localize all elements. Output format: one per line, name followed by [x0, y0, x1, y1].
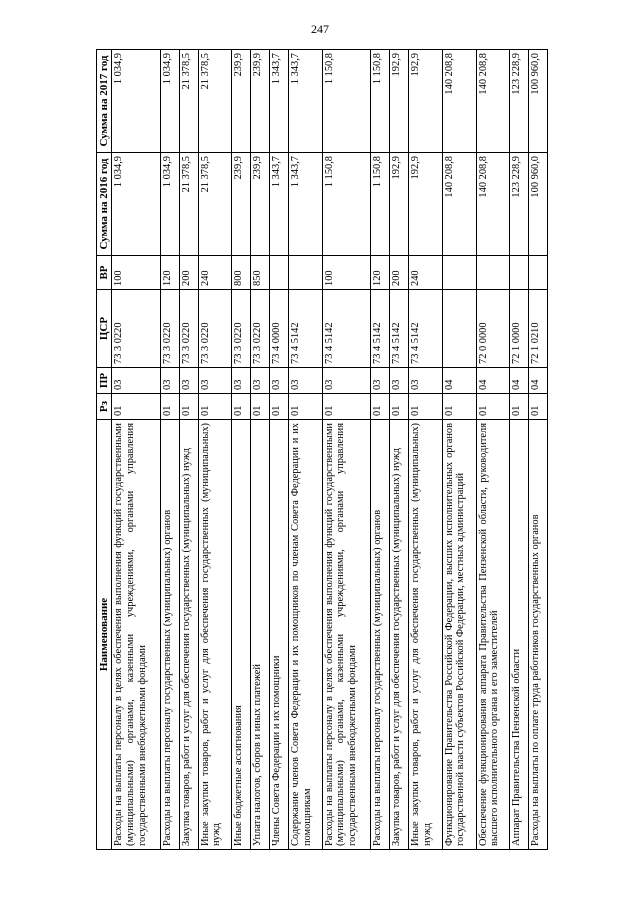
cell-csr: 73 4 5142	[322, 290, 371, 368]
cell-pr: 04	[476, 368, 510, 394]
cell-pr: 03	[112, 368, 161, 394]
table-row	[251, 50, 270, 850]
header-sum-2016: Сумма на 2016 год	[97, 153, 112, 256]
cell-name: Содержание членов Совета Федерации и их помощников по членам Совета Федерации и их помощникам	[288, 420, 322, 850]
table-row	[179, 50, 198, 850]
cell-pr: 03	[270, 368, 289, 394]
cell-sum-2016: 1 343,7	[288, 153, 322, 256]
cell-rz: 01	[409, 394, 443, 420]
cell-name: Функционирование Правительства Российской Федерации, высших исполнительных органов государственной власти субъектов Российской Федерации, местных администраций	[442, 420, 476, 850]
cell-rz: 01	[510, 394, 529, 420]
cell-pr: 04	[442, 368, 476, 394]
cell-pr: 04	[510, 368, 529, 394]
cell-rz: 01	[232, 394, 251, 420]
cell-sum-2017: 239,9	[251, 50, 270, 153]
cell-vr: 120	[371, 256, 390, 290]
cell-sum-2016: 123 228,9	[510, 153, 529, 256]
cell-csr: 73 3 0220	[112, 290, 161, 368]
table-row	[371, 50, 390, 850]
cell-csr: 73 3 0220	[198, 290, 232, 368]
cell-sum-2016: 192,9	[390, 153, 409, 256]
cell-sum-2017: 1 150,8	[322, 50, 371, 153]
cell-sum-2016: 140 208,8	[442, 153, 476, 256]
table-body	[112, 50, 548, 850]
cell-csr: 73 4 0000	[270, 290, 289, 368]
cell-name: Иные закупки товаров, работ и услуг для обеспечения государственных (муниципальных) нужд	[409, 420, 443, 850]
cell-name: Расходы на выплаты персоналу государственных (муниципальных) органов	[161, 420, 180, 850]
cell-vr	[442, 256, 476, 290]
cell-sum-2016: 100 960,0	[529, 153, 548, 256]
cell-sum-2017: 1 343,7	[270, 50, 289, 153]
cell-vr	[476, 256, 510, 290]
cell-sum-2016: 1 034,9	[161, 153, 180, 256]
cell-name: Аппарат Правительства Пензенской области	[510, 420, 529, 850]
cell-name: Уплата налогов, сборов и иных платежей	[251, 420, 270, 850]
cell-pr: 03	[288, 368, 322, 394]
cell-name: Расходы на выплаты персоналу государственных (муниципальных) органов	[371, 420, 390, 850]
cell-vr: 240	[198, 256, 232, 290]
cell-pr: 03	[371, 368, 390, 394]
cell-sum-2016: 1 343,7	[270, 153, 289, 256]
cell-pr: 03	[232, 368, 251, 394]
cell-rz: 01	[270, 394, 289, 420]
cell-rz: 01	[371, 394, 390, 420]
cell-sum-2017: 192,9	[390, 50, 409, 153]
header-vr: ВР	[97, 256, 112, 290]
cell-vr	[510, 256, 529, 290]
cell-rz: 01	[322, 394, 371, 420]
rotated-table-container	[96, 50, 548, 850]
cell-pr: 03	[161, 368, 180, 394]
cell-sum-2016: 1 150,8	[322, 153, 371, 256]
cell-vr	[270, 256, 289, 290]
cell-pr: 03	[179, 368, 198, 394]
cell-vr: 800	[232, 256, 251, 290]
cell-name: Обеспечение функционирования аппарата Правительства Пензенской области, руководителя высшего исполнительного органа и его заместителей	[476, 420, 510, 850]
cell-pr: 03	[198, 368, 232, 394]
cell-csr: 73 4 5142	[288, 290, 322, 368]
cell-name: Расходы на выплаты персоналу в целях обеспечения выполнения функций государственными (муниципальными) органами, казенными учреждениями, органами управления государственными внебюджетными фондами	[112, 420, 161, 850]
cell-csr: 73 3 0220	[251, 290, 270, 368]
header-name: Наименование	[97, 420, 112, 850]
cell-pr: 03	[390, 368, 409, 394]
cell-sum-2016: 239,9	[251, 153, 270, 256]
cell-csr: 72 0 0000	[476, 290, 510, 368]
table-row	[112, 50, 161, 850]
cell-sum-2017: 1 034,9	[112, 50, 161, 153]
cell-sum-2017: 100 960,0	[529, 50, 548, 153]
cell-csr: 73 4 5142	[371, 290, 390, 368]
table-row	[442, 50, 476, 850]
cell-vr: 200	[390, 256, 409, 290]
table-row	[476, 50, 510, 850]
cell-vr: 120	[161, 256, 180, 290]
cell-vr	[288, 256, 322, 290]
header-rz: Рз	[97, 394, 112, 420]
table-row	[270, 50, 289, 850]
cell-sum-2017: 1 150,8	[371, 50, 390, 153]
header-csr: ЦСР	[97, 290, 112, 368]
cell-csr: 72 1 0210	[529, 290, 548, 368]
cell-csr: 73 4 5142	[409, 290, 443, 368]
cell-sum-2016: 140 208,8	[476, 153, 510, 256]
cell-sum-2017: 21 378,5	[179, 50, 198, 153]
table-row	[232, 50, 251, 850]
cell-sum-2016: 1 034,9	[112, 153, 161, 256]
cell-name: Закупка товаров, работ и услуг для обеспечения государственных (муниципальных) нужд	[179, 420, 198, 850]
cell-rz: 01	[529, 394, 548, 420]
cell-csr: 73 3 0220	[232, 290, 251, 368]
cell-sum-2016: 1 150,8	[371, 153, 390, 256]
cell-sum-2017: 123 228,9	[510, 50, 529, 153]
table-row	[198, 50, 232, 850]
cell-pr: 04	[529, 368, 548, 394]
cell-name: Закупка товаров, работ и услуг для обеспечения государственных (муниципальных) нужд	[390, 420, 409, 850]
header-pr: ПР	[97, 368, 112, 394]
cell-name: Члены Совета Федерации и их помощники	[270, 420, 289, 850]
cell-pr: 03	[322, 368, 371, 394]
cell-vr: 200	[179, 256, 198, 290]
cell-sum-2017: 21 378,5	[198, 50, 232, 153]
table-row	[409, 50, 443, 850]
table-row	[529, 50, 548, 850]
cell-pr: 03	[251, 368, 270, 394]
cell-sum-2017: 1 034,9	[161, 50, 180, 153]
table-header-row	[97, 50, 112, 850]
cell-sum-2016: 192,9	[409, 153, 443, 256]
cell-rz: 01	[112, 394, 161, 420]
cell-rz: 01	[476, 394, 510, 420]
header-sum-2017: Сумма на 2017 год	[97, 50, 112, 153]
cell-rz: 01	[198, 394, 232, 420]
cell-pr: 03	[409, 368, 443, 394]
cell-rz: 01	[161, 394, 180, 420]
cell-csr: 73 3 0220	[161, 290, 180, 368]
cell-sum-2016: 21 378,5	[179, 153, 198, 256]
cell-rz: 01	[390, 394, 409, 420]
table-row	[161, 50, 180, 850]
cell-name: Иные закупки товаров, работ и услуг для обеспечения государственных (муниципальных) нужд	[198, 420, 232, 850]
cell-rz: 01	[251, 394, 270, 420]
table-row	[510, 50, 529, 850]
budget-table	[96, 49, 548, 850]
cell-name: Расходы на выплаты по оплате труда работников государственных органов	[529, 420, 548, 850]
cell-name: Иные бюджетные ассигнования	[232, 420, 251, 850]
cell-csr	[442, 290, 476, 368]
cell-rz: 01	[442, 394, 476, 420]
cell-csr: 73 4 5142	[390, 290, 409, 368]
page-number: 247	[311, 22, 329, 36]
cell-vr: 100	[112, 256, 161, 290]
cell-vr: 240	[409, 256, 443, 290]
cell-sum-2016: 21 378,5	[198, 153, 232, 256]
cell-sum-2017: 1 343,7	[288, 50, 322, 153]
cell-csr: 73 3 0220	[179, 290, 198, 368]
cell-rz: 01	[288, 394, 322, 420]
cell-sum-2016: 239,9	[232, 153, 251, 256]
cell-sum-2017: 239,9	[232, 50, 251, 153]
cell-sum-2017: 192,9	[409, 50, 443, 153]
cell-sum-2017: 140 208,8	[442, 50, 476, 153]
cell-vr	[529, 256, 548, 290]
table-row	[390, 50, 409, 850]
cell-sum-2017: 140 208,8	[476, 50, 510, 153]
cell-vr: 100	[322, 256, 371, 290]
table-row	[288, 50, 322, 850]
cell-vr: 850	[251, 256, 270, 290]
cell-name: Расходы на выплаты персоналу в целях обеспечения выполнения функций государственными (муниципальными) органами, казенными учреждениями, органами управления государственными внебюджетными фондами	[322, 420, 371, 850]
cell-rz: 01	[179, 394, 198, 420]
table-row	[322, 50, 371, 850]
cell-csr: 72 1 0000	[510, 290, 529, 368]
